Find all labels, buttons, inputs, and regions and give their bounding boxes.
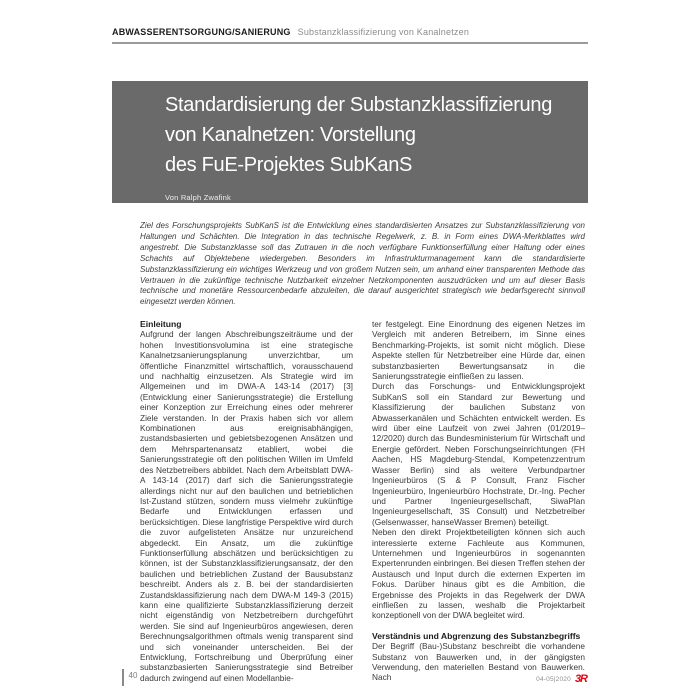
section-heading-substanzbegriff: Verständnis und Abgrenzung des Substanzbegriffs (372, 630, 581, 641)
section-heading-einleitung: Einleitung (140, 319, 182, 329)
article-title (165, 90, 578, 180)
issue-date: 04-05|2020 (536, 676, 571, 683)
article-title-line-1: Standardisierung der Substanzklassifizierung (165, 94, 553, 116)
running-head-topic: Substanzklassifizierung von Kanalnetzen (297, 27, 470, 37)
article-title-line-3: des FuE-Projektes SubKanS (165, 154, 413, 176)
author-byline: Von Ralph Zwafink (165, 193, 231, 202)
page-footer (122, 669, 587, 686)
issue-info (536, 669, 587, 685)
body-paragraph: Aufgrund der langen Abschreibungszeiträume und der hohen Investitionsvolumina ist eine strategische Kanalnetzsanierungsplanung unverzichtbar, um öffentliche Finanzmittel wirtschaftlich, vorausschauend und nachhaltig einzusetzen. Als Strategie wird im Allgemeinen und im DWA-A 143-14 (2017) [3] (Entwicklung einer Sanierungsstrategie) die Erstellung einer Konzeption zur Erreichung eines oder mehrerer Ziele verstanden. In der Praxis haben sich vor allem Kombinationen aus ereignisabhängigen, zustandsbasierten und gebietsbezogenen Ansätzen und dem Mehrspartenansatz etabliert, wobei die Sanierungsstrategie oft den politischen Willen im Umfeld des Netzbetreibers abbildet. Nach dem Arbeitsblatt DWA-A 143-14 (2017) darf sich die Sanierungsstrategie allerdings nicht nur auf den baulichen und betrieblichen Ist-Zustand stützen, sondern muss vielmehr zukünftige Bedarfe und Entwicklungen erfassen und berücksichtigen. Diese langfristige Perspektive wird durch die zuvor aufgelisteten Ansätze nur unzureichend abgedeckt. Ein Ansatz, um die zukünftige Funktionserfüllung abschätzen und berücksichtigen zu können, ist der Substanzklassifizierungsansatz, der den baulichen und betrieblichen Zustand der Bausubstanz beschreibt. Anders als z. B. bei der standardisierten Zustandsklassifizierung nach dem DWA-M 149-3 (2015) kann eine qualifizierte Substanzklassifizierung derzeit nicht eigenständig von Netzbetreibern durchgeführt werden. Sie sind auf Ingenieurbüros angewiesen, deren Berechnungsalgorithmen oftmals wenig transparent sind und sich voneinander unterscheiden. Bei der Entwicklung, Fortschreibung und Überprüfung einer substanzbasierten Sanierungsstrategie sind Betreiber dadurch zwingend auf einen Modellanbie- (140, 329, 353, 683)
title-block (112, 81, 588, 203)
body-paragraph: Neben den direkt Projektbeteiligten können sich auch interessierte externe Fachleute aus Kommunen, Unternehmen und Ingenieurbüros in sogenannten Expertenrunden einbringen. Bei diesen Treffen stehen der Austausch und Input durch die externen Experten im Fokus. Darüber hinaus gibt es die Ambition, die Ergebnisse des Projekts in das Regelwerk der DWA einfließen zu lassen, weshalb die Projektarbeit konzeptionell von der DWA begleitet wird. (372, 527, 585, 621)
page-number: 40 (128, 671, 138, 680)
running-head (112, 27, 588, 44)
abstract (140, 221, 585, 308)
body-paragraph: Der Begriff (Bau-)Substanz beschreibt die vorhandene Substanz von Bauwerken und, in der gängigsten Verwendung, den materiellen Bestand von Bauwerken. Nach (372, 641, 585, 683)
abstract-text: Ziel des Forschungsprojekts SubKanS ist die Entwicklung eines standardisierten Ansatzes zur Substanzklassifizierung von Haltungen und Schächten. Die Integration in das technische Regelwerk, z. B. in Form eines DWA-Merkblattes wird angestrebt. Die Substanzklasse soll das Zutrauen in die noch verfügbare Funktionserfüllung einer Haltung oder eines Schachts auf Objektebene wiedergeben. Besonders im Infrastrukturmanagement kann die standardisierte Substanzklassifizierung ein wichtiges Werkzeug und von großem Nutzen sein, um anhand einer transparenten Methode das Vertrauen in die zukünftige technische Nutzbarkeit einzelner Netzkomponenten auszudrücken und um auf dieser Basis technische und monetäre Ressourcenbedarfe abzuleiten, die darauf ausgerichtet strategisch wie bedarfsgerecht sinnvoll eingesetzt werden können. (140, 221, 585, 307)
article-body (140, 319, 585, 683)
article-title-line-2: von Kanalnetzen: Vorstellung (165, 124, 416, 146)
folio-rule (122, 669, 124, 686)
body-paragraph: ter festgelegt. Eine Einordnung des eigenen Netzes im Vergleich mit anderen Betreibern, im Sinne eines Benchmarking-Projekts, ist somit nicht möglich. Diese Aspekte stellen für Netzbetreiber eine Hürde dar, einen substanzbasierten Bewertungsansatz in die Sanierungsstrategie einfließen zu lassen. (372, 319, 585, 382)
running-head-section: ABWASSERENTSORGUNG/SANIERUNG (112, 27, 291, 37)
journal-logo-3r: 3R (574, 673, 587, 685)
body-paragraph: Durch das Forschungs- und Entwicklungsprojekt SubKanS soll ein Standard zur Bewertung und Klassifizierung der baulichen Substanz von Abwasserkanälen und Schächten entwickelt werden. Es wird über eine Laufzeit von zwei Jahren (01/2019–12/2020) durch das Bundesministerium für Wirtschaft und Energie gefördert. Neben Forschungseinrichtungen (FH Aachen, HS Magdeburg-Stendal, Kompetenzzentrum Wasser Berlin) sind als weitere Verbundpartner Ingenieurbüros (S & P Consult, Franz Fischer Ingenieurbüro, Ingenieurbüro Hochstrate, Dr.-Ing. Pecher und Partner Ingenieurgesellschaft, SiwaPlan Ingenieurgesellschaft, 3S Consult) und Netzbetreiber (Gelsenwasser, hanseWasser Bremen) beteiligt. (372, 381, 585, 527)
body-column-left (140, 319, 353, 683)
header-rule (112, 42, 588, 44)
folio (122, 669, 137, 686)
body-column-right (372, 319, 585, 683)
